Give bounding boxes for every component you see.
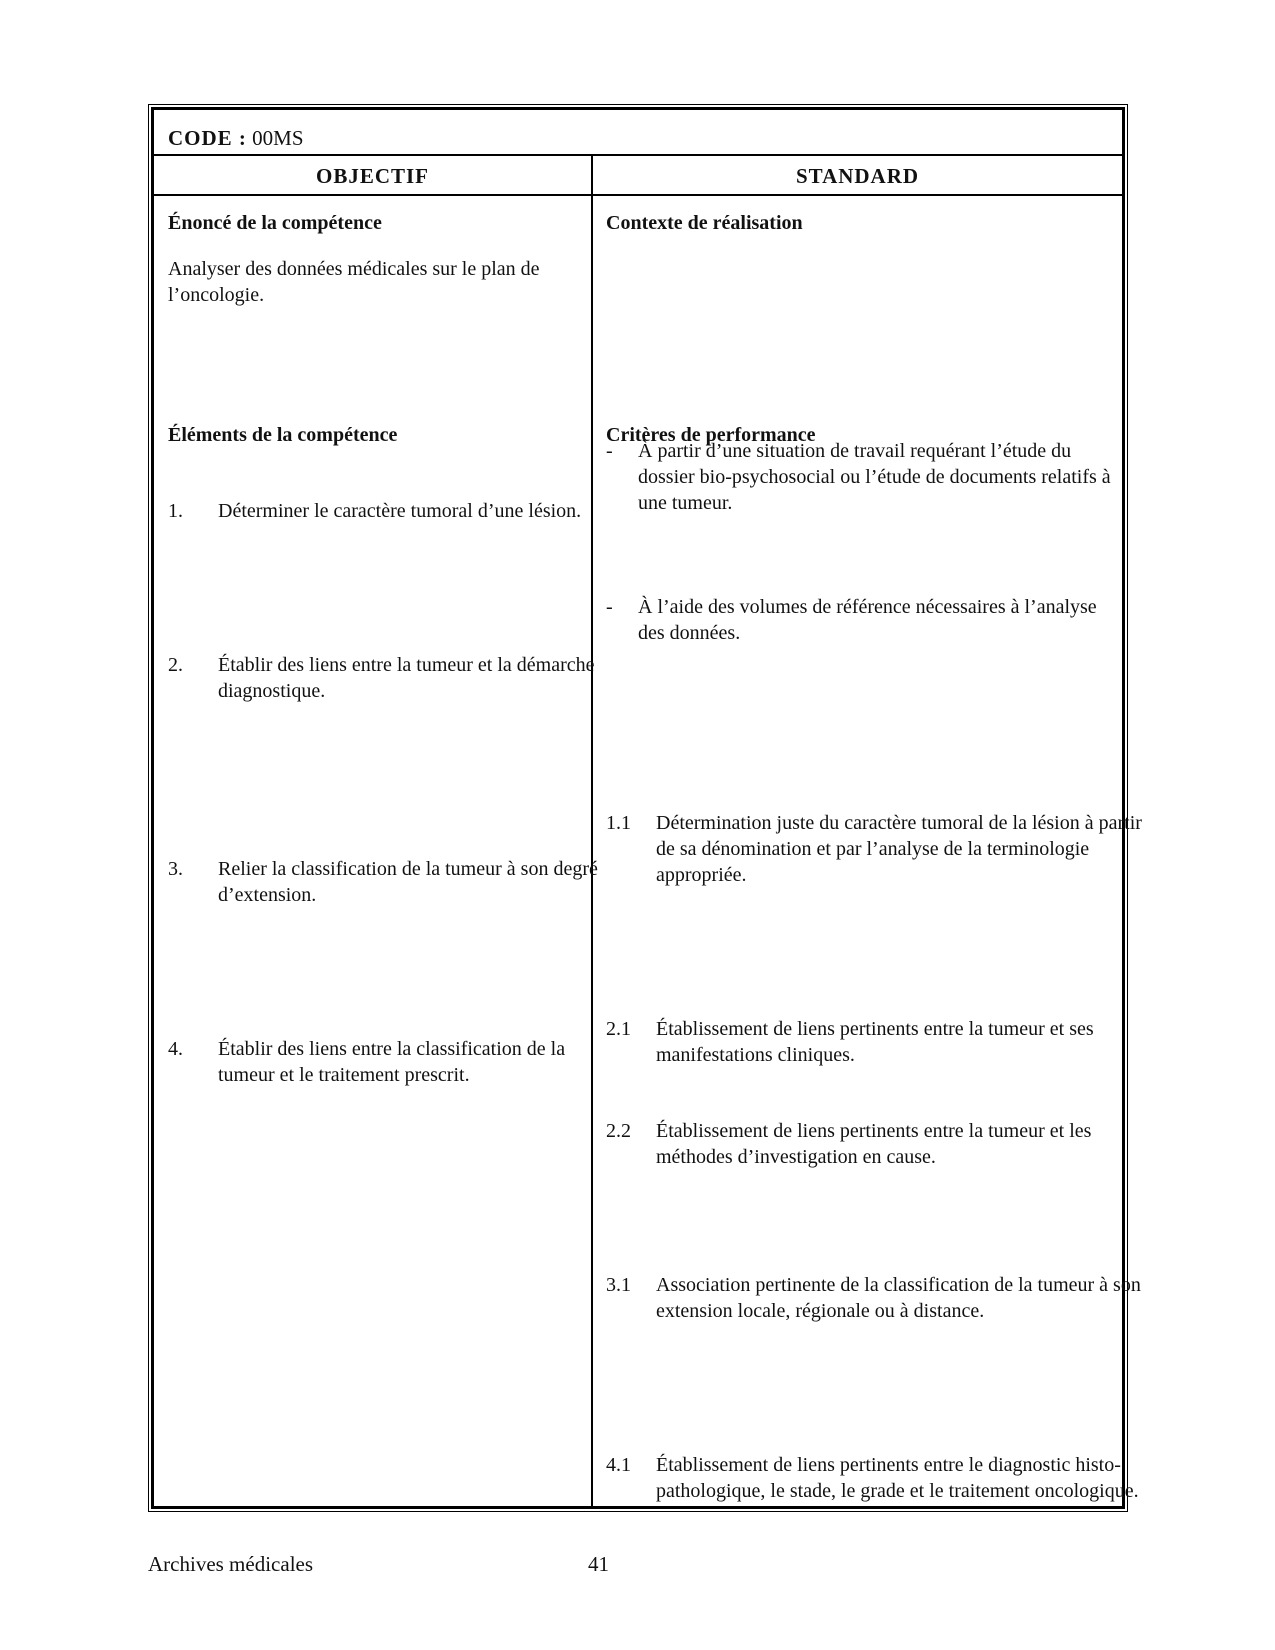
contexte-item (606, 438, 1128, 516)
contexte-text: À partir d’une situation de travail requérant l’étude du dossier bio-psychosocial ou l’étude de documents relatifs à une tumeur. (638, 440, 1111, 514)
enonce-text: Analyser des données médicales sur le plan de l’oncologie. (168, 258, 540, 306)
critere-item (606, 1272, 1146, 1324)
element-item (168, 652, 623, 704)
element-item (168, 856, 623, 908)
contexte-item (606, 594, 1128, 646)
critere-item (606, 1118, 1146, 1170)
dash-bullet-icon: - (606, 440, 613, 462)
critere-item (606, 1452, 1146, 1504)
element-item (168, 498, 623, 524)
element-text: Établir des liens entre la tumeur et la démarche diagnostique. (218, 654, 595, 702)
table-body (154, 196, 1142, 1506)
element-text: Déterminer le caractère tumoral d’une lésion. (218, 500, 582, 522)
page-number: 41 (588, 1552, 609, 1576)
element-text: Relier la classification de la tumeur à son degré d’extension. (218, 858, 598, 906)
footer-title: Archives médicales (148, 1552, 314, 1576)
critere-number: 2.2 (606, 1120, 631, 1142)
critere-number: 1.1 (606, 812, 631, 834)
element-number: 1. (168, 500, 183, 522)
code-label: CODE : (168, 126, 247, 150)
element-number: 3. (168, 858, 183, 880)
code-row (154, 110, 1122, 156)
dash-bullet-icon: - (606, 596, 613, 618)
critere-number: 2.1 (606, 1018, 631, 1040)
critere-text: Détermination juste du caractère tumoral de la lésion à partir de sa dénomination et par l’analyse de la terminologie appropriée. (656, 812, 1142, 886)
header-standard: STANDARD (795, 164, 920, 188)
code-value: 00MS (252, 126, 304, 150)
critere-number: 4.1 (606, 1454, 631, 1476)
critere-item (606, 810, 1146, 888)
element-number: 2. (168, 654, 183, 676)
code (168, 126, 304, 151)
table-inner-border (152, 108, 1142, 1508)
element-item (168, 1036, 623, 1088)
competency-table (148, 104, 1142, 1512)
critere-number: 3.1 (606, 1274, 631, 1296)
elements-title: Éléments de la compétence (168, 424, 398, 446)
critere-text: Établissement de liens pertinents entre le diagnostic histo-pathologique, le stade, le grade et le traitement oncologique. (656, 1454, 1139, 1502)
critere-text: Établissement de liens pertinents entre la tumeur et les méthodes d’investigation en cause. (656, 1120, 1092, 1168)
element-number: 4. (168, 1038, 183, 1060)
contexte-text: À l’aide des volumes de référence nécessaires à l’analyse des données. (638, 596, 1097, 644)
contexte-title: Contexte de réalisation (606, 212, 803, 234)
critere-item (606, 1016, 1146, 1068)
enonce-title: Énoncé de la compétence (168, 212, 382, 234)
critere-text: Établissement de liens pertinents entre la tumeur et ses manifestations cliniques. (656, 1018, 1094, 1066)
criteres-title: Critères de performance (606, 424, 816, 446)
element-text: Établir des liens entre la classification de la tumeur et le traitement prescrit. (218, 1038, 566, 1086)
critere-text: Association pertinente de la classification de la tumeur à son extension locale, régionale ou à distance. (656, 1274, 1141, 1322)
header-objectif: OBJECTIF (315, 164, 430, 188)
header-row (154, 156, 1122, 196)
